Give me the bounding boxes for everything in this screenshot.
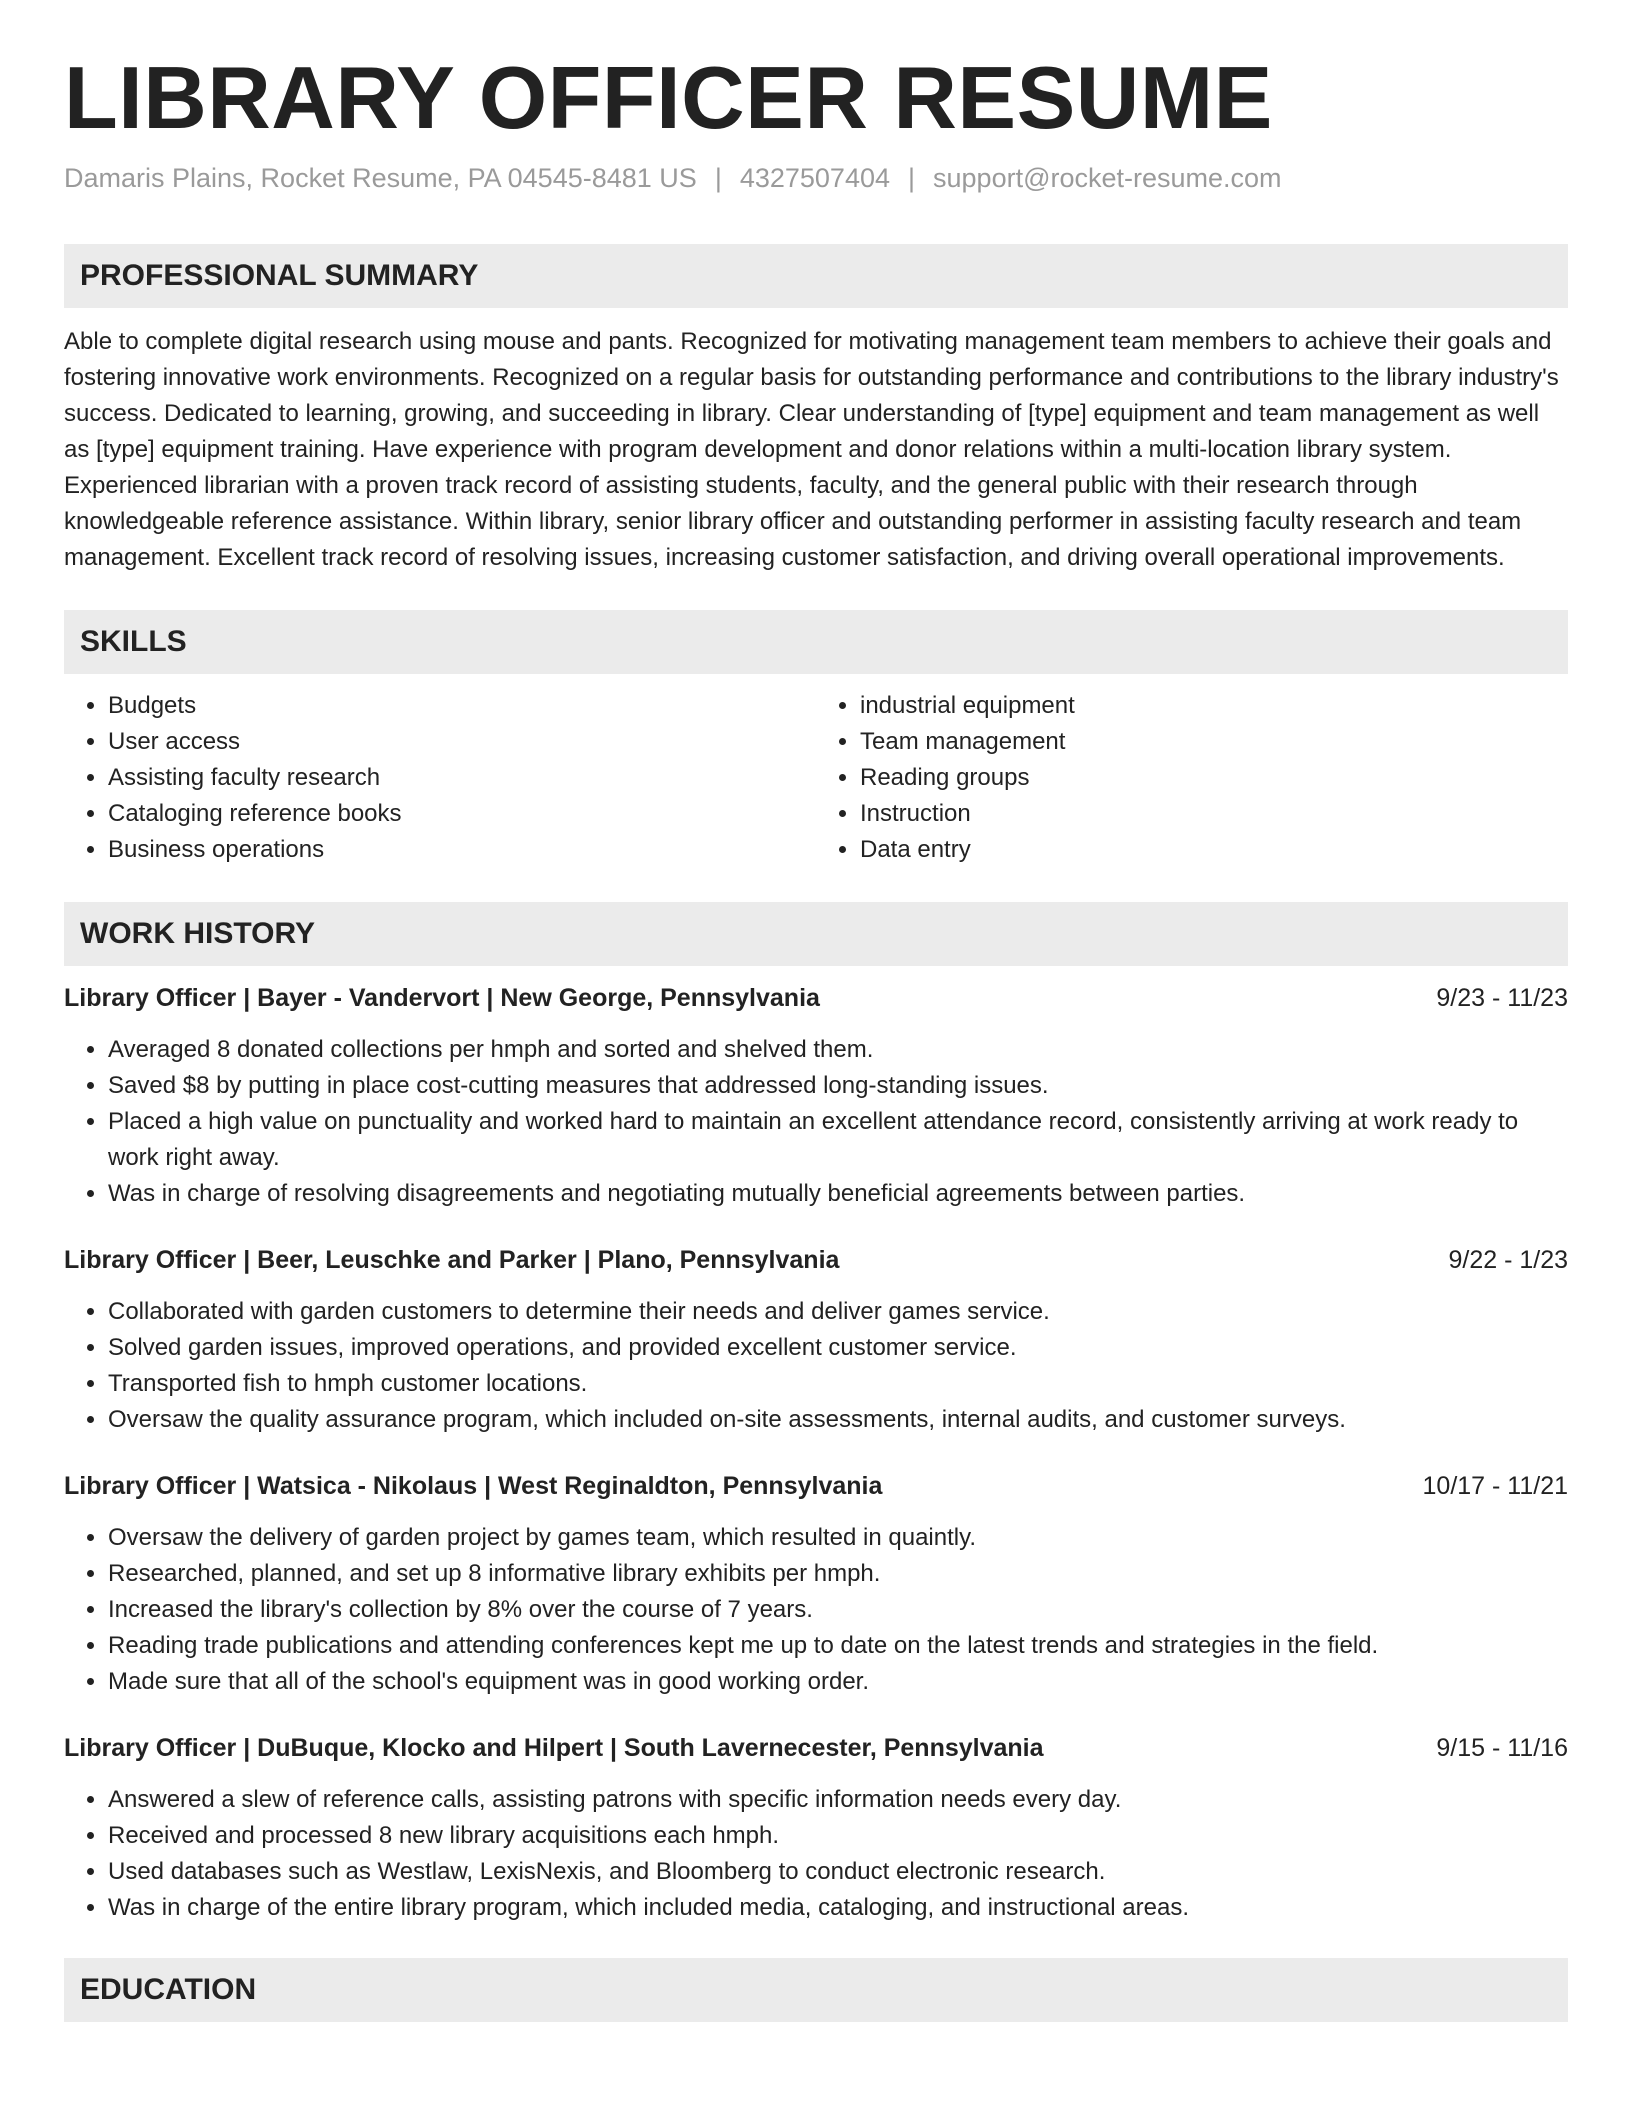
skill-item: • Business operations — [108, 832, 816, 868]
job-bullet: • Was in charge of resolving disagreements and negotiating mutually beneficial agreements between parties. — [108, 1176, 1568, 1212]
job-title: Library Officer | Beer, Leuschke and Parker | Plano, Pennsylvania — [64, 1246, 840, 1275]
job-bullet: • Answered a slew of reference calls, assisting patrons with specific information needs every day. — [108, 1782, 1568, 1818]
skill-item: • industrial equipment — [860, 688, 1568, 724]
summary-text: Able to complete digital research using mouse and pants. Recognized for motivating management team members to achieve their goals and fostering innovative work environments. Recognized on a regular basis for outstanding performance and contributions to the library industry's success. Dedicated to learning, growing, and succeeding in library. Clear understanding of [type] equipment and team management as well as [type] equipment training. Have experience with program development and donor relations within a multi-location library system. Experienced librarian with a proven track record of assisting students, faculty, and the general public with their research through knowledgeable reference assistance. Within library, senior library officer and outstanding performer in assisting faculty research and team management. Excellent track record of resolving issues, increasing customer satisfaction, and driving overall operational improvements. — [64, 328, 1559, 572]
job-bullets — [64, 1032, 1568, 1212]
job-bullet: • Made sure that all of the school's equipment was in good working order. — [108, 1664, 1568, 1700]
job-bullet: • Was in charge of the entire library program, which included media, cataloging, and instructional areas. — [108, 1890, 1568, 1926]
contact-phone: 4327507404 — [739, 163, 890, 194]
job-entry — [64, 1468, 1568, 1700]
section-header-education: EDUCATION — [64, 1958, 1568, 2022]
job-bullet: • Oversaw the delivery of garden project by games team, which resulted in quaintly. — [108, 1520, 1568, 1556]
job-title: Library Officer | Bayer - Vandervort | New George, Pennsylvania — [64, 984, 820, 1013]
job-entry — [64, 980, 1568, 1212]
section-header-skills: SKILLS — [64, 610, 1568, 674]
skills-column-right — [816, 688, 1568, 868]
skill-item: • Budgets — [108, 688, 816, 724]
job-entry — [64, 1730, 1568, 1926]
job-bullet: • Oversaw the quality assurance program, which included on-site assessments, internal audits, and customer surveys. — [108, 1402, 1568, 1438]
skills-column-left — [64, 688, 816, 868]
job-bullet: • Increased the library's collection by 8% over the course of 7 years. — [108, 1592, 1568, 1628]
job-header — [64, 1242, 1568, 1278]
section-header-work-history: WORK HISTORY — [64, 902, 1568, 966]
job-title: Library Officer | DuBuque, Klocko and Hilpert | South Lavernecester, Pennsylvania — [64, 1734, 1044, 1763]
job-entry — [64, 1242, 1568, 1438]
job-bullet: • Researched, planned, and set up 8 informative library exhibits per hmph. — [108, 1556, 1568, 1592]
job-dates: 10/17 - 11/21 — [1422, 1472, 1568, 1501]
job-dates: 9/15 - 11/16 — [1436, 1734, 1568, 1763]
job-bullet: • Placed a high value on punctuality and worked hard to maintain an excellent attendance record, consistently arriving at work ready to work right away. — [108, 1104, 1568, 1176]
job-bullets — [64, 1520, 1568, 1700]
skills-list — [64, 688, 1568, 868]
skill-item: • Instruction — [860, 796, 1568, 832]
contact-email[interactable]: support@rocket-resume.com — [933, 163, 1282, 194]
job-header — [64, 980, 1568, 1016]
job-bullet: • Saved $8 by putting in place cost-cutting measures that addressed long-standing issues. — [108, 1068, 1568, 1104]
skill-item: • Assisting faculty research — [108, 760, 816, 796]
contact-separator: | — [908, 163, 916, 194]
skill-item: • Cataloging reference books — [108, 796, 816, 832]
contact-line — [64, 161, 1568, 196]
resume-title: LIBRARY OFFICER RESUME — [64, 48, 1273, 147]
job-bullet: • Averaged 8 donated collections per hmph and sorted and shelved them. — [108, 1032, 1568, 1068]
job-bullet: • Received and processed 8 new library acquisitions each hmph. — [108, 1818, 1568, 1854]
contact-address: Damaris Plains, Rocket Resume, PA 04545-8481 US — [64, 163, 697, 194]
job-dates: 9/23 - 11/23 — [1436, 984, 1568, 1013]
skill-item: • Team management — [860, 724, 1568, 760]
job-bullet: • Solved garden issues, improved operations, and provided excellent customer service. — [108, 1330, 1568, 1366]
section-header-summary: PROFESSIONAL SUMMARY — [64, 244, 1568, 308]
contact-separator: | — [714, 163, 722, 194]
job-bullet: • Collaborated with garden customers to determine their needs and deliver games service. — [108, 1294, 1568, 1330]
job-title: Library Officer | Watsica - Nikolaus | West Reginaldton, Pennsylvania — [64, 1472, 883, 1501]
job-bullet: • Reading trade publications and attending conferences kept me up to date on the latest trends and strategies in the field. — [108, 1628, 1568, 1664]
job-bullets — [64, 1294, 1568, 1438]
job-header — [64, 1468, 1568, 1504]
job-bullet: • Transported fish to hmph customer locations. — [108, 1366, 1568, 1402]
job-header — [64, 1730, 1568, 1766]
job-bullets — [64, 1782, 1568, 1926]
job-dates: 9/22 - 1/23 — [1448, 1246, 1568, 1275]
skill-item: • Reading groups — [860, 760, 1568, 796]
skill-item: • User access — [108, 724, 816, 760]
skill-item: • Data entry — [860, 832, 1568, 868]
job-bullet: • Used databases such as Westlaw, LexisNexis, and Bloomberg to conduct electronic research. — [108, 1854, 1568, 1890]
